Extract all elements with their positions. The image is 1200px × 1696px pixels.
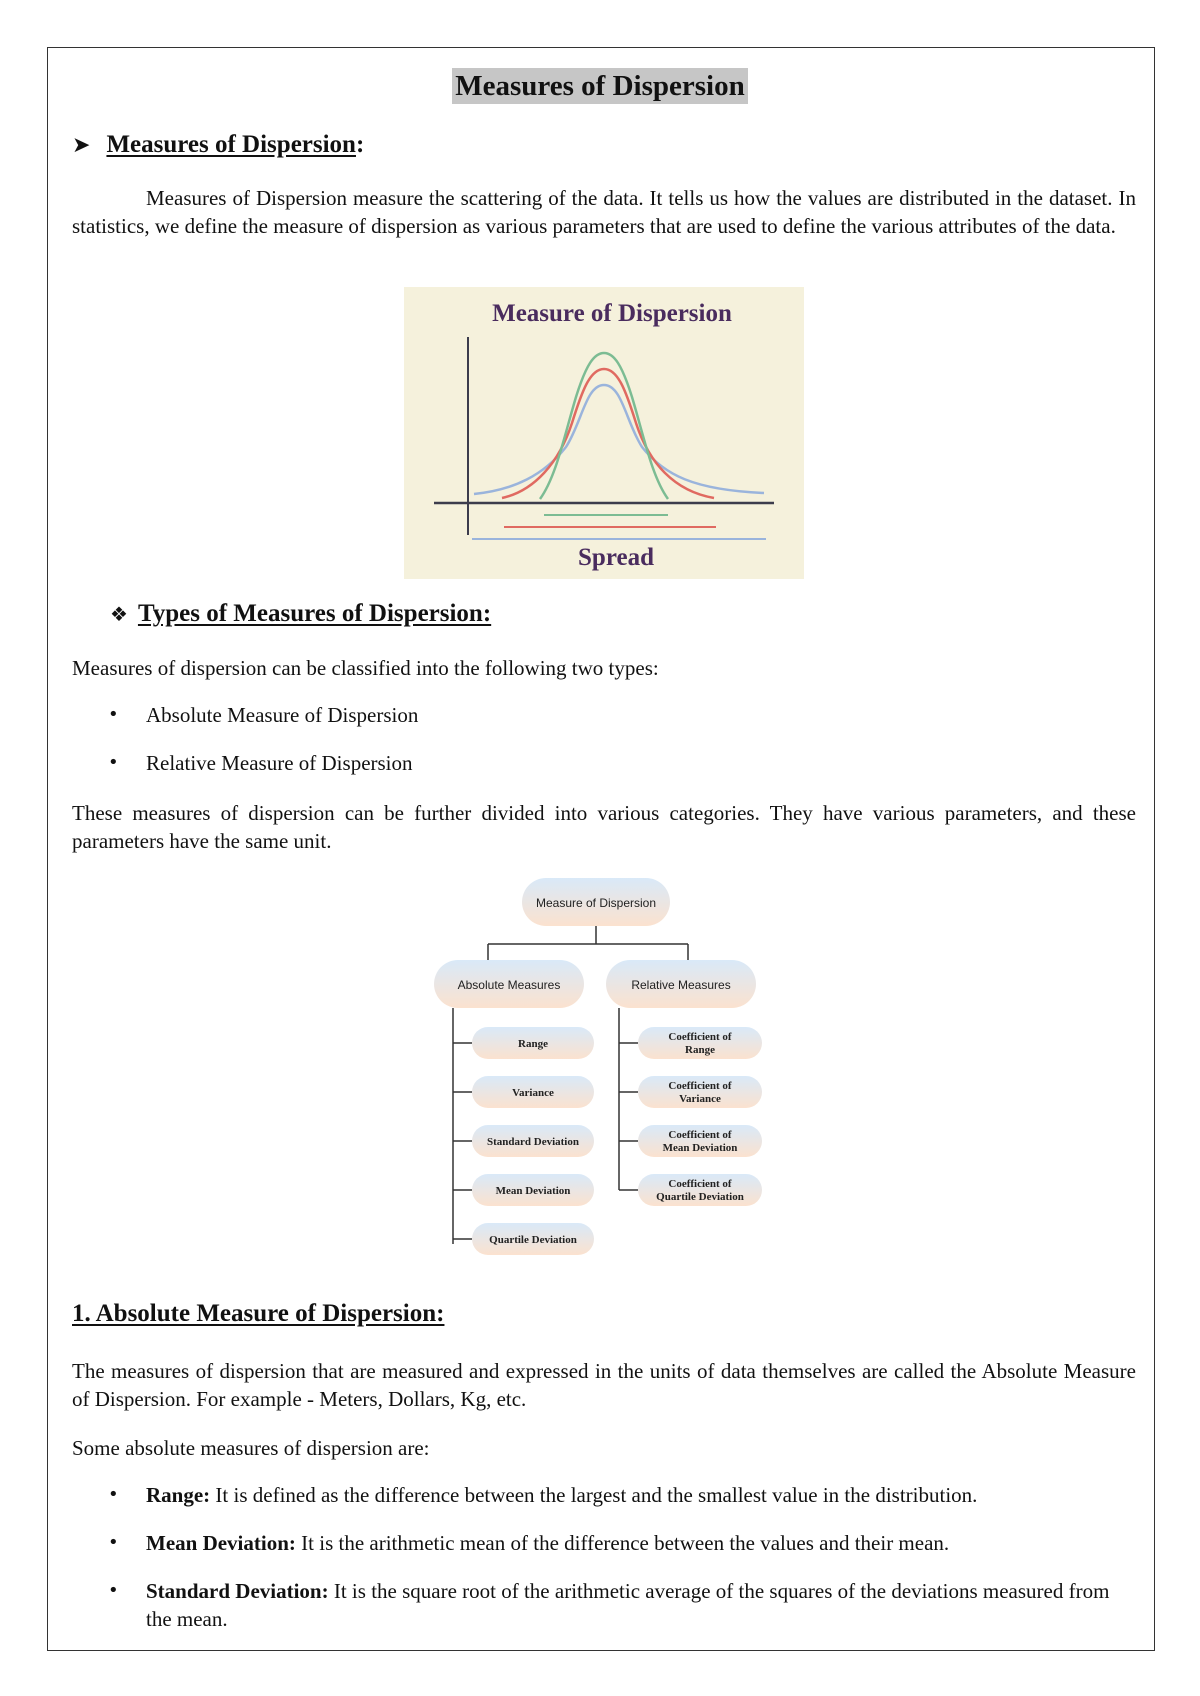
tree-child-label: Coefficient of [668,1080,732,1092]
types-intro: Measures of dispersion can be classified into the following two types: [72,656,659,680]
page-title: Measures of Dispersion [0,70,1200,103]
intro-paragraph: Measures of Dispersion measure the scattering of the data. It tells us how the values are distributed in the dataset. In statistics, we define the measure of dispersion as various parameters that are used to define the various attributes of the data. [72,186,1136,238]
absolute-list [72,1481,1136,1633]
spread-label: Spread [578,544,654,571]
section-heading-measures: ➤ Measures of Dispersion: [72,131,365,158]
list-item: • Range: It is defined as the difference between the largest and the smallest value in the distribution. [72,1481,1136,1509]
types-list [72,701,1136,777]
dispersion-tree-diagram [430,876,790,1270]
tree-child-label: Coefficient of [668,1129,732,1141]
figure-background [404,287,804,579]
tree-child-label: Mean Deviation [495,1185,571,1197]
svg-text:Measure of Dispersion: Measure of Dispersion [535,896,657,910]
section-heading-absolute: 1. Absolute Measure of Dispersion: [72,1300,445,1327]
absolute-paragraph: The measures of dispersion that are measured and expressed in the units of data themselves are called the Absolute Measure of Dispersion. For example - Meters, Dollars, Kg, etc. [72,1359,1136,1411]
tree-absolute-children [472,1027,594,1255]
tree-child-label: Coefficient of [668,1178,732,1190]
diamond-bullet-icon: ❖ [110,602,128,626]
tree-child-label: Quartile Deviation [656,1191,744,1203]
dispersion-figure [404,287,804,579]
list-item: • Mean Deviation: It is the arithmetic mean of the difference between the values and their mean. [72,1529,1136,1557]
figure-title: Measure of Dispersion [492,300,732,327]
svg-text:Absolute Measures: Absolute Measures [457,978,561,992]
tree-child-label: Variance [679,1093,721,1105]
tree-child-label: Quartile Deviation [489,1234,577,1246]
tree-child-label: Standard Deviation [487,1136,579,1148]
tree-child-label: Coefficient of [668,1031,732,1043]
list-item: • Relative Measure of Dispersion [72,749,1136,777]
arrow-bullet-icon: ➤ [72,133,91,158]
svg-text:Relative Measures: Relative Measures [631,978,731,992]
absolute-intro: Some absolute measures of dispersion are: [72,1436,430,1460]
list-item: • Standard Deviation: It is the square root of the arithmetic average of the squares of the deviations measured from the mean. [72,1577,1136,1633]
categories-paragraph: These measures of dispersion can be further divided into various categories. They have various parameters, and these parameters have the same unit. [72,801,1136,853]
section-heading-types: ❖ Types of Measures of Dispersion: [110,600,492,627]
tree-child-label: Mean Deviation [662,1142,738,1154]
tree-child-label: Range [518,1038,548,1050]
list-item: • Absolute Measure of Dispersion [72,701,1136,729]
tree-child-label: Range [685,1044,715,1056]
tree-relative-children [638,1027,762,1206]
tree-child-label: Variance [512,1087,554,1099]
